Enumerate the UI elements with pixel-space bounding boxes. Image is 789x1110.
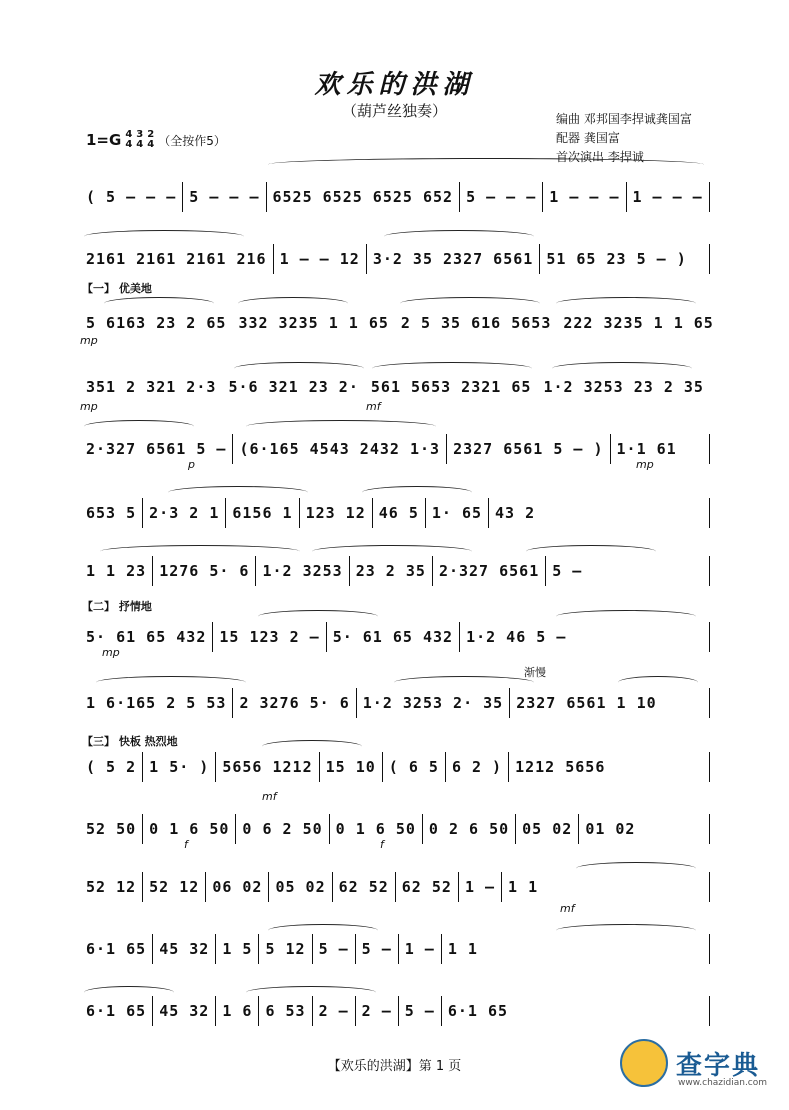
slur [84,986,174,999]
measure: 23 2 35 [355,562,426,580]
dynamic-mp-2: mp [80,400,98,413]
slur [372,362,532,375]
page-title: 欢乐的洪湖 [314,70,475,100]
credit-arranger: 编曲 邓邦国李捍诚龚国富 [556,112,692,126]
dynamic-f-2: f [380,838,384,851]
fingering-note: （全按作5） [158,133,226,148]
slur [268,924,378,937]
barline [709,872,710,902]
meter-2: 3 4 [136,129,144,150]
measure: 52 12 [149,878,200,896]
slur [552,362,692,375]
measure: 05 02 [275,878,326,896]
measure: 5 – [318,940,349,958]
meter-1: 4 4 [125,129,133,150]
slur [104,297,214,310]
score-row [80,244,710,274]
slur [258,610,378,623]
measure: 1·2 46 5 – [466,628,567,646]
measure: 6525 6525 6525 652 [272,188,454,206]
measure: 06 02 [212,878,263,896]
measure: 5656 1212 [222,758,313,776]
watermark-logo[interactable] [620,1028,785,1098]
slur [96,676,246,689]
barline [709,556,710,586]
dynamic-mp-4: mp [102,646,120,659]
measure: 46 5 [378,504,419,522]
dynamic-p: p [188,458,195,471]
tempo-jianman: 渐慢 [524,666,546,679]
score-row [80,934,710,964]
measure: 1·2 3253 2· 35 [362,694,504,712]
dynamic-mp-3: mp [636,458,654,471]
section-label-2: 【二】 抒情地 [82,600,152,613]
barline [709,434,710,464]
slur [400,297,540,310]
measure: 6 2 ) [451,758,503,776]
measure: 123 12 [305,504,366,522]
measure: 6·1 65 [86,940,147,958]
slur [84,230,244,243]
score-row [80,814,710,844]
measure: 1 – – – [549,188,620,206]
measure: 5· 61 65 432 [86,628,207,646]
slur [526,545,656,558]
measure: 332 3235 1 1 65 [238,314,389,332]
measure: ( 5 – – – [86,188,177,206]
slur [100,545,300,558]
measure: 2161 2161 2161 216 [86,250,267,268]
measure: 15 10 [325,758,376,776]
measure: 5 – [552,562,583,580]
watermark-url: www.chazidian.com [678,1078,768,1088]
measure: 1·2 3253 23 2 35 [543,378,704,396]
measure: 5· 61 65 432 [332,628,454,646]
slur [556,297,696,310]
measure: 52 12 [86,878,137,896]
barline [709,752,710,782]
barline [709,182,710,212]
meter-3: 2 4 [147,129,155,150]
slur [234,362,364,375]
barline [709,688,710,718]
slur [576,862,696,875]
measure: 222 3235 1 1 65 [563,314,714,332]
score-row [80,372,710,402]
measure: 6156 1 [232,504,293,522]
measure: 1·1 61 [616,440,677,458]
section-label-3: 【三】 快板 热烈地 [82,735,178,748]
measure: 1·2 3253 [262,562,343,580]
measure: 2·327 6561 [438,562,540,580]
measure: 05 02 [522,820,573,838]
measure: (6·165 4543 2432 1·3 [239,440,441,458]
slur [246,420,436,433]
dynamic-mp-1: mp [80,334,98,347]
score-row [80,752,710,782]
slur [394,676,534,689]
measure: 5 – [361,940,392,958]
credit-orchestration: 配器 龚国富 [556,131,620,145]
mascot-icon [620,1039,668,1087]
measure: 2327 6561 1 10 [516,694,657,712]
score-row [80,872,710,902]
slur [618,676,698,689]
measure: 5 12 [265,940,306,958]
measure: 5 6163 23 2 65 [86,314,227,332]
dynamic-mf-2: mf [262,790,277,803]
barline [709,498,710,528]
measure: 0 1 6 50 [335,820,416,838]
measure: 2·3 2 1 [149,504,220,522]
slur [168,486,308,499]
key: 1=G [86,131,122,149]
dynamic-mf-1: mf [366,400,381,413]
measure: 45 32 [159,1002,210,1020]
measure: 62 52 [401,878,452,896]
watermark-text: 查字典 [676,1050,761,1081]
slur [362,486,472,499]
measure: 1 – [464,878,496,896]
measure: 43 2 [495,504,536,522]
measure: 1 – – – [632,188,703,206]
slur [238,297,348,310]
measure: 1 6 [222,1002,253,1020]
score-row [80,556,710,586]
slur [556,924,696,937]
measure: 1· 65 [431,504,483,522]
score-row [80,308,714,338]
measure: 1 5· ) [149,758,210,776]
measure: 5·6 321 23 2· [228,378,359,396]
measure: 1276 5· 6 [159,562,250,580]
measure: 51 65 23 5 – ) [546,250,687,268]
measure: 5 – [404,1002,435,1020]
measure: 2327 6561 5 – ) [453,440,604,458]
measure: 1 1 23 [86,562,147,580]
measure: 15 123 2 – [219,628,320,646]
measure: 1 – [404,940,435,958]
measure: ( 5 2 [86,758,137,776]
measure: 3·2 35 2327 6561 [372,250,534,268]
measure: 6·1 65 [447,1002,509,1020]
score-row [80,434,710,464]
measure: 01 02 [585,820,636,838]
barline [709,244,710,274]
slur [262,740,362,753]
score-row [80,688,710,718]
measure: 5 – – – [466,188,537,206]
measure: 1 5 [222,940,253,958]
slur [312,545,472,558]
measure: ( 6 5 [388,758,439,776]
measure: 0 6 2 50 [242,820,323,838]
measure: 1 1 [508,878,539,896]
barline [709,814,710,844]
measure: 62 52 [338,878,389,896]
score-row [80,622,710,652]
measure: 52 50 [86,820,137,838]
slur [268,158,704,171]
measure: 0 1 6 50 [149,820,230,838]
page-subtitle: （葫芦丝独奏） [341,102,447,120]
measure: 1 6·165 2 5 53 [86,694,227,712]
key-signature [86,130,226,150]
measure: 2·327 6561 5 – [86,440,227,458]
slur [246,986,376,999]
measure: 45 32 [159,940,210,958]
page-footer: 【欢乐的洪湖】第 1 页 [327,1059,462,1074]
measure: 351 2 321 2·3 [86,378,217,396]
dynamic-mf-3: mf [560,902,575,915]
measure: 1212 5656 [515,758,606,776]
measure: 653 5 [86,504,137,522]
barline [709,934,710,964]
measure: 2 3276 5· 6 [239,694,350,712]
measure: 561 5653 2321 65 [370,378,532,396]
measure: 6·1 65 [86,1002,147,1020]
measure: 2 5 35 616 5653 [400,314,552,332]
measure: 1 1 [447,940,478,958]
measure: 1 – – 12 [279,250,360,268]
score-row [80,996,710,1026]
dynamic-f-1: f [184,838,188,851]
barline [709,622,710,652]
section-label-1: 【一】 优美地 [82,282,152,295]
slur [556,610,696,623]
slur [84,420,194,433]
measure: 2 – [318,1002,349,1020]
score-row [80,498,710,528]
measure: 2 – [361,1002,392,1020]
measure: 0 2 6 50 [428,820,510,838]
score-row [80,182,710,212]
credit-premiere: 首次演出 李捍诚 [556,150,644,164]
slur [384,230,534,243]
barline [709,996,710,1026]
measure: 5 – – – [189,188,260,206]
measure: 6 53 [265,1002,306,1020]
